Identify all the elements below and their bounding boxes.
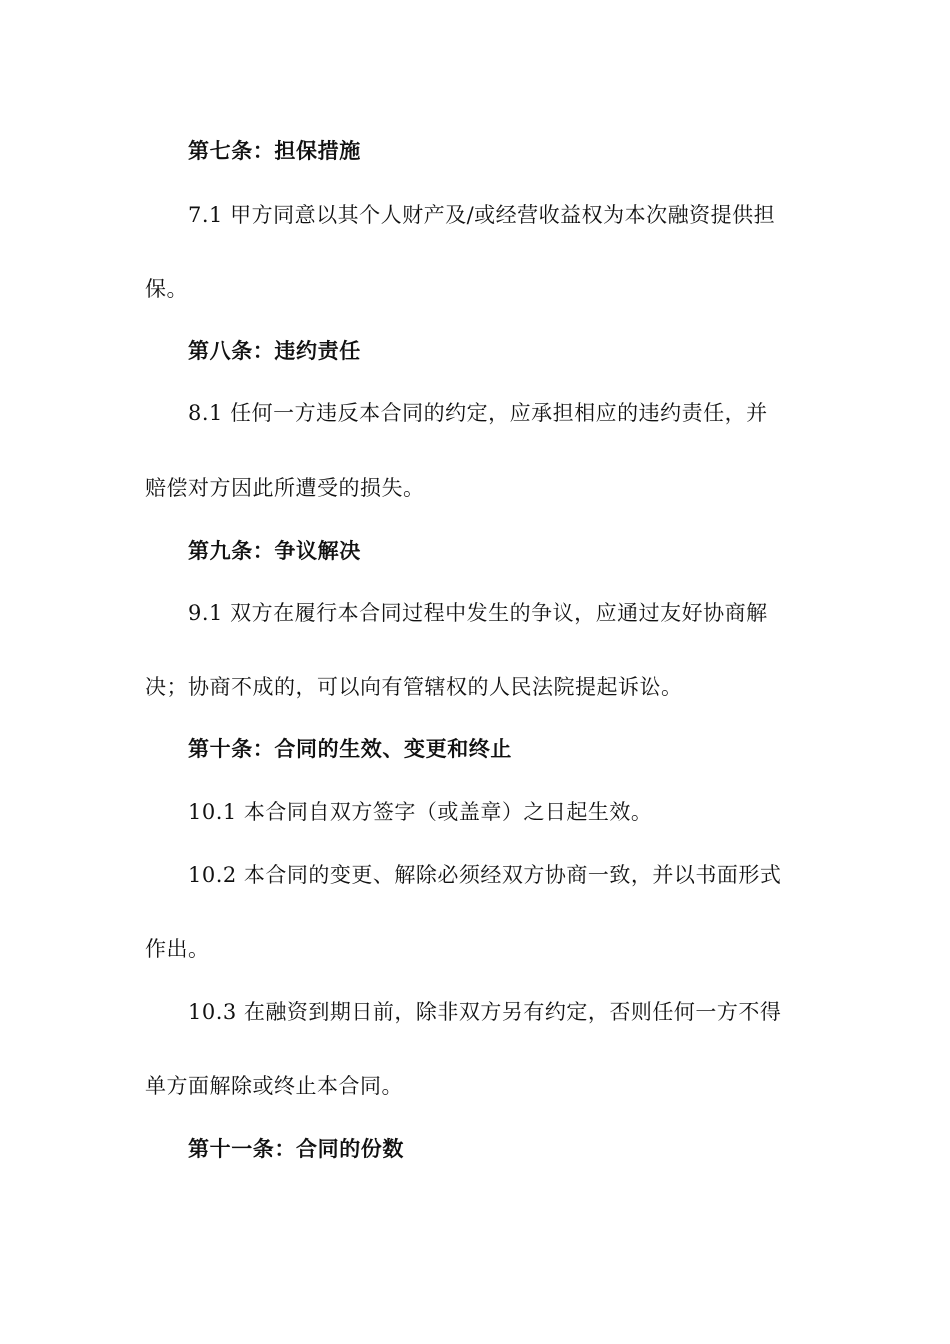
clause-10-2-line-2: 作出。 — [145, 937, 210, 961]
section-heading-10: 第十条：合同的生效、变更和终止 — [188, 737, 512, 761]
section-heading-9: 第九条：争议解决 — [188, 539, 361, 563]
section-heading-7: 第七条：担保措施 — [188, 139, 361, 163]
clause-9-1-line-2: 决；协商不成的，可以向有管辖权的人民法院提起诉讼。 — [145, 675, 683, 699]
clause-10-3-line-2: 单方面解除或终止本合同。 — [145, 1074, 403, 1098]
section-heading-8: 第八条：违约责任 — [188, 339, 361, 363]
clause-8-1-line-1: 8.1 任何一方违反本合同的约定，应承担相应的违约责任，并 — [188, 401, 768, 425]
clause-8-1-line-2: 赔偿对方因此所遭受的损失。 — [145, 476, 425, 500]
clause-7-1-line-2: 保。 — [145, 277, 188, 301]
section-heading-11: 第十一条：合同的份数 — [188, 1137, 404, 1161]
clause-10-2-line-1: 10.2 本合同的变更、解除必须经双方协商一致，并以书面形式 — [188, 863, 782, 887]
clause-7-1-line-1: 7.1 甲方同意以其个人财产及/或经营收益权为本次融资提供担 — [188, 203, 776, 227]
clause-10-3-line-1: 10.3 在融资到期日前，除非双方另有约定，否则任何一方不得 — [188, 1000, 782, 1024]
clause-10-1-line-1: 10.1 本合同自双方签字（或盖章）之日起生效。 — [188, 800, 653, 824]
clause-9-1-line-1: 9.1 双方在履行本合同过程中发生的争议，应通过友好协商解 — [188, 601, 768, 625]
